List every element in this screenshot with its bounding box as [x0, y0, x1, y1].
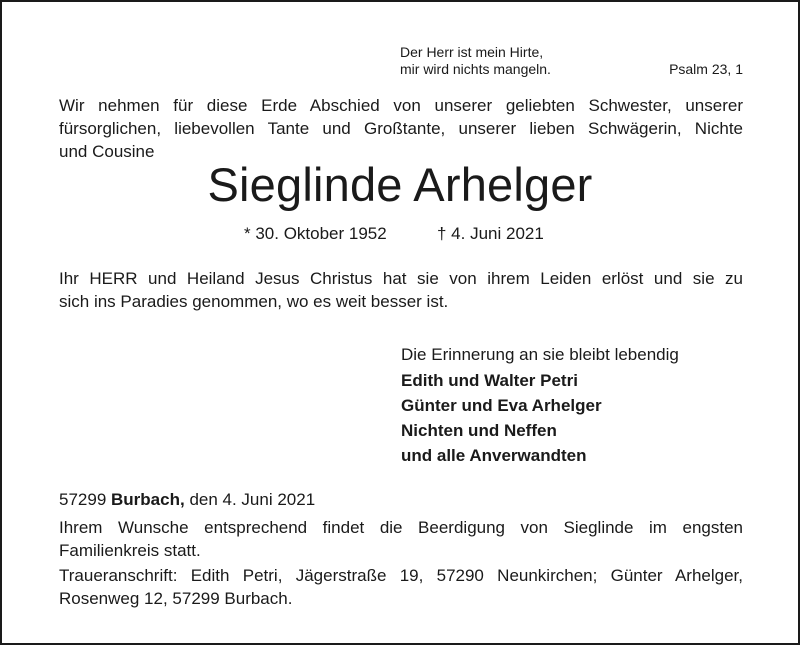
postcode: 57299	[59, 490, 107, 509]
intro-line-1: Wir nehmen für diese Erde Abschied von unserer geliebten Schwester, unserer	[59, 96, 743, 115]
city: Burbach,	[111, 490, 185, 509]
remembrance-line: Die Erinnerung an sie bleibt lebendig	[401, 345, 679, 364]
birth-date: * 30. Oktober 1952	[244, 224, 387, 243]
death-date: † 4. Juni 2021	[437, 224, 544, 243]
funeral-info-line-2: Familienkreis statt.	[59, 541, 201, 560]
bible-verse-line-2: mir wird nichts mangeln.	[400, 61, 551, 77]
mourner-name: Nichten und Neffen	[401, 421, 557, 440]
intro-line-3: und Cousine	[59, 142, 155, 161]
place-and-date	[59, 489, 315, 511]
condolence-address-line-2: Rosenweg 12, 57299 Burbach.	[59, 589, 293, 608]
bible-verse-line-1: Der Herr ist mein Hirte,	[400, 44, 544, 60]
intro-paragraph	[59, 94, 743, 163]
bible-verse	[400, 44, 743, 78]
condolence-address-line-1: Traueranschrift: Edith Petri, Jägerstraße 19, 57290 Neunkirchen; Günter Arhelger,	[59, 566, 743, 585]
condolence-address	[59, 564, 743, 610]
bible-verse-text	[400, 44, 551, 78]
funeral-info-line-1: Ihrem Wunsche entsprechend findet die Beerdigung von Sieglinde im engsten	[59, 518, 743, 537]
mourner-name: Günter und Eva Arhelger	[401, 396, 602, 415]
intro-line-2: fürsorglichen, liebevollen Tante und Großtante, unserer lieben Schwägerin, Nichte	[59, 119, 743, 138]
mourner-name: Edith und Walter Petri	[401, 371, 578, 390]
faith-message-line-2: sich ins Paradies genommen, wo es weit besser ist.	[59, 292, 449, 311]
faith-message	[59, 267, 743, 313]
notice-date: den 4. Juni 2021	[189, 490, 316, 509]
mourner-name: und alle Anverwandten	[401, 446, 587, 465]
bible-verse-reference: Psalm 23, 1	[669, 61, 743, 77]
faith-message-line-1: Ihr HERR und Heiland Jesus Christus hat sie von ihrem Leiden erlöst und sie zu	[59, 269, 743, 288]
funeral-info	[59, 516, 743, 562]
mourners-block	[401, 342, 751, 468]
deceased-name: Sieglinde Arhelger	[207, 158, 593, 211]
